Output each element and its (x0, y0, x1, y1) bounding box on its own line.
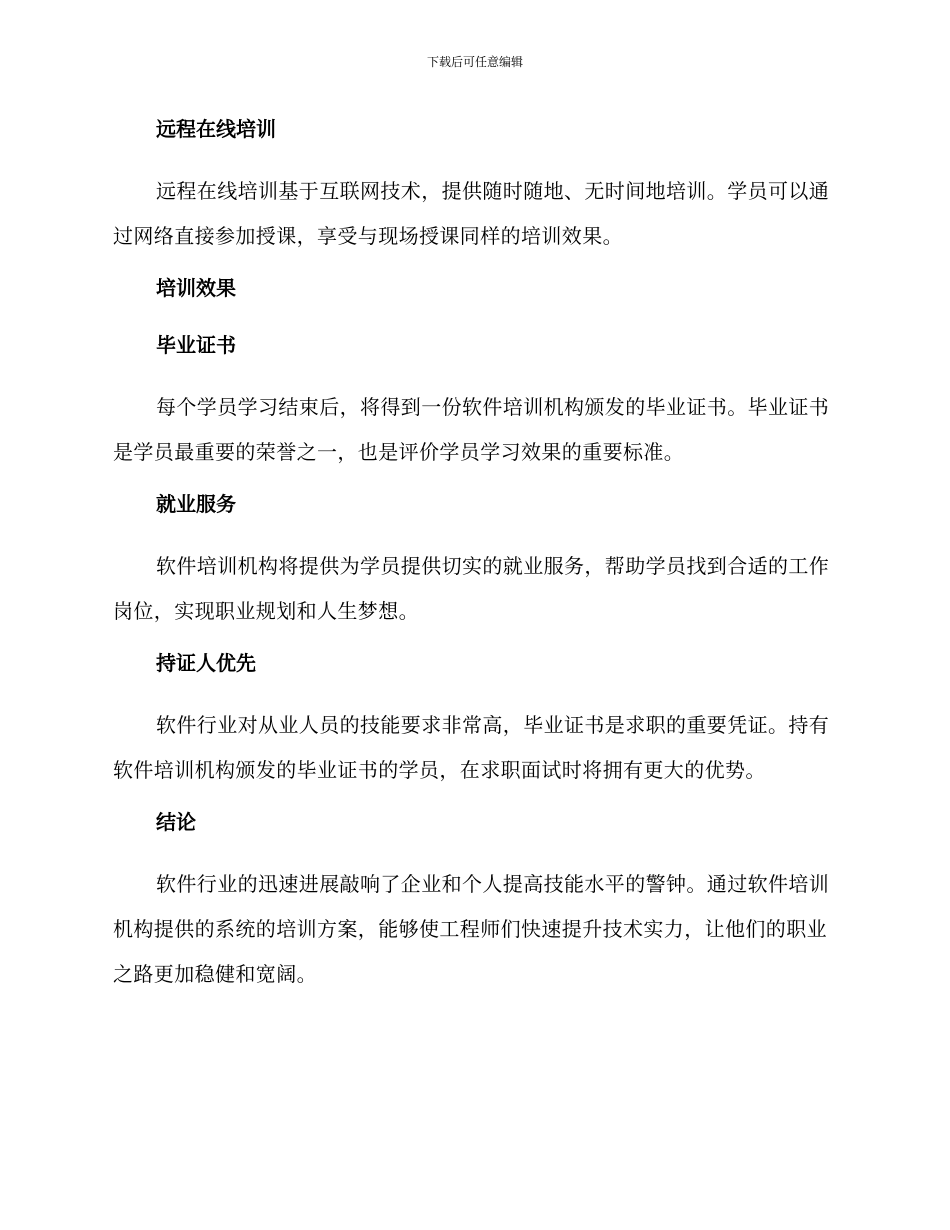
section-heading-remote-training: 远程在线培训 (156, 117, 276, 141)
section-paragraph-certificate: 每个学员学习结束后，将得到一份软件培训机构颁发的毕业证书。毕业证书是学员最重要的荣誉之一，也是评价学员学习效果的重要标准。 (113, 395, 830, 464)
section-paragraph-certified-priority: 软件行业对从业人员的技能要求非常高，毕业证书是求职的重要凭证。持有软件培训机构颁发的毕业证书的学员，在求职面试时将拥有更大的优势。 (113, 713, 830, 782)
section-heading-employment: 就业服务 (156, 492, 236, 516)
section-heading-conclusion: 结论 (156, 810, 196, 834)
section-heading-certificate: 毕业证书 (156, 333, 236, 357)
section-paragraph-remote-training: 远程在线培训基于互联网技术，提供随时随地、无时间地培训。学员可以通过网络直接参加授课，享受与现场授课同样的培训效果。 (113, 179, 830, 248)
section-paragraph-employment: 软件培训机构将提供为学员提供切实的就业服务，帮助学员找到合适的工作岗位，实现职业规划和人生梦想。 (113, 554, 830, 623)
section-paragraph-conclusion: 软件行业的迅速进展敲响了企业和个人提高技能水平的警钟。通过软件培训机构提供的系统的培训方案，能够使工程师们快速提升技术实力，让他们的职业之路更加稳健和宽阔。 (113, 872, 830, 986)
page-header: 下载后可任意编辑 (426, 55, 523, 69)
section-heading-training-effect: 培训效果 (156, 276, 236, 300)
document-body (113, 112, 833, 1009)
section-heading-certified-priority: 持证人优先 (156, 651, 256, 675)
